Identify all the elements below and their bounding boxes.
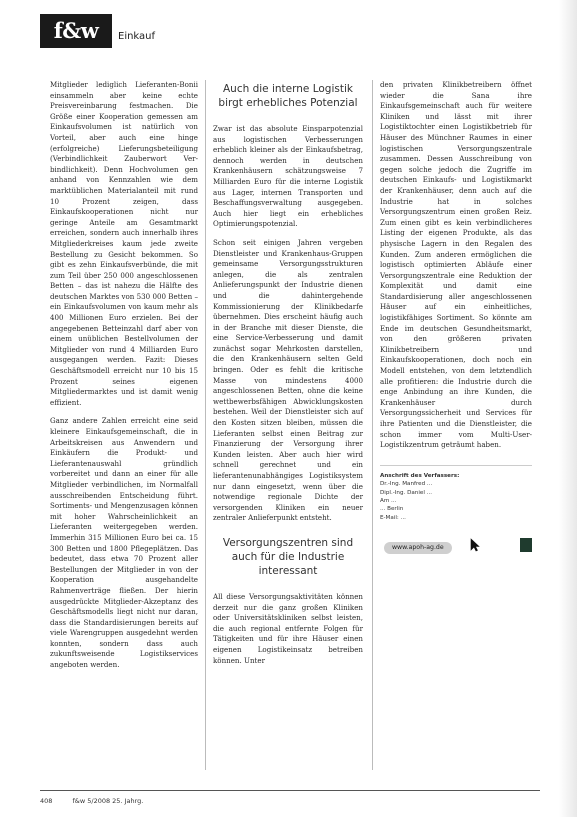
section-label: Einkauf — [118, 31, 156, 42]
page-number: 408 — [40, 797, 53, 805]
magazine-logo: f&w — [40, 14, 112, 48]
body-paragraph: den privaten Klinikbetreibern öffnet wieder die Sana ihre Einkaufsgemeinschaft auch für weitere Kliniken und lässt mit ihrer Logistiktochter einen Logistikbetrieb für Häuser des Münchner Raumes in einer logistischen Versorgungszentrale zusammen. Dessen Ausschreibung von gegen solche jedoch die Zugriffe im deutschen Einkaufs- und Logistikmarkt der Krankenhäuser, denn auch auf die Industrie hat in solches Versorgungszentrum einen großen Reiz. Zum einen gibt es kein verbindlicheres Listing der eigenen Produkte, als das physische Lagern in den Regalen des Kunden. Zum anderen ermöglichen die logistisch optimierten Abläufe einer Versorgungszentrale eine Reduktion der Komplexität und damit eine Standardisierung aller angeschlossenen Häuser auf ein einheitliches, logistikfähiges Sortiment. So könnte am Ende im deutschen Gesundheitsmarkt, von den größeren privaten Klinikbetreibern und Einkaufskooperationen, doch noch ein Modell entstehen, von dem letztendlich alle profitieren: die Industrie durch die enge Anbindung an ihre Kunden, die Krankenhäuser durch Versorgungssicherheit und Services für ihre Patienten und die Dienstleister, die schon immer vom Multi-User-Logistikzentrum geträumt haben. — [380, 80, 532, 450]
article-column-2 — [213, 80, 363, 674]
body-paragraph: Schon seit einigen Jahren vergeben Dienstleister und Krankenhaus-Gruppen gemeinsame Versorgungsstrukturen anlegen, die als zentralen Anlieferungspunkt der Industrie dienen und die dahintergehende Kommissionierung der Klinikbedarfe übernehmen. Dies erscheint häufig auch in der Branche mit dieser Dienste, die eine Service-Verbesserung und damit zunächst sogar Mehrkosten darstellen, die den Krankenhäusern selten Geld bringen. Oder es fehlt die kritische Masse von mindestens 4000 angeschlossenen Betten, ohne die keine wettbewerbsfähigen Abwicklungskosten bestehen. Weil der Dienstleister sich auf den Kosten sitzen bleiben, müssen die Lieferanten selbst einen Beitrag zur Finanzierung der Versorgung ihrer Kunden leisten. Aber auch hier wird schnell gerechnet und ein lieferantenunabhängiges Logistiksystem nur dann eingesetzt, wenn über die notwendige regionale Dichte der versorgenden Kliniken ein neuer zentraler Anlieferpunkt entsteht. — [213, 237, 363, 523]
article-column-1 — [50, 80, 198, 679]
mouse-cursor-icon — [470, 538, 480, 552]
page-edge-shadow — [559, 0, 577, 817]
subheadline-supply-centers: Versorgungszentren sind auch für die Industrie interessant — [222, 536, 354, 577]
end-marker-square — [520, 538, 532, 552]
body-paragraph: Zwar ist das absolute Einsparpotenzial aus logistischen Verbesserungen erheblich kleiner als der Einkaufsbetrag, dennoch werden in deutschen Krankenhäusern schätzungsweise 7 Milliarden Euro für die interne Logistik aus Lager, internen Transporten und Beschaffungsverwaltung ausgegeben. Auch hier liegt ein erhebliches Optimierungspotenzial. — [213, 124, 363, 229]
body-paragraph: Mitglieder lediglich Lieferanten-Bonii einsammeln aber keine echte Preisvereinbarung festmachen. Die Größe einer Kooperation gemessen am Einkaufsvolumen ist natürlich von Vorteil, aber auch eine hinge (erfolgreiche) Lieferungsbeteiligung (Verbindlichkeit Zauberwort Verbindlichkeit). Denn Hochvolumen gen anhand von Kennzahlen wie dem marktüblichen Materialanteil mit rund 10 Prozent zeigen, dass Einkaufskooperationen nicht nur geringe Anteile am Gesamtmarkt erreichen, sondern auch innerhalb ihres Mitgliederkreises kaum jede zweite Bestellung zu Gesicht bekommen. So gibt es zehn Einkaufsverbünde, die mit zum Teil über 250 000 angeschlossenen Betten – das ist nahezu die Hälfte des deutschen Marktes von 530 000 Betten – ein Einkaufsvolumen von kaum mehr als 400 Millionen Euro erzielen. Bei der angegebenen Betteinzahl darf aber von einem unüblichen Bestellvolumen der Mitglieder von rund 4 Milliarden Euro ausgegangen werden. Fazit: Dieses Geschäftsmodell erreicht nur 10 bis 15 Prozent seines eigenen Mitgliedermarktes und ist damit wenig effizient. — [50, 80, 198, 407]
issue-info: f&w 5/2008 25. Jahrg. — [72, 797, 144, 805]
author-address-title: Anschrift des Verfassers: — [380, 472, 460, 479]
column-divider — [372, 80, 373, 770]
website-link[interactable]: www.apoh-ag.de — [384, 542, 452, 554]
author-address-line: E-Mail: ... — [380, 514, 406, 521]
footer-divider — [40, 790, 540, 791]
author-address-line: Dr.-Ing. Manfred ... — [380, 481, 433, 488]
subheadline-logistics: Auch die interne Logistik birgt erhebliches Potenzial — [218, 83, 358, 109]
body-paragraph: All diese Versorgungsaktivitäten können derzeit nur die ganz großen Kliniken oder Universitätskliniken selbst leisten, die auch regional entfernte Folgen für Tätigkeiten und für ihre Häuser einen eigenen Logistikeinsatz betreiben können. Unter — [213, 591, 363, 665]
page-footer — [40, 797, 161, 805]
author-address — [380, 465, 532, 522]
author-address-line: Dipl.-Ing. Daniel ... — [380, 489, 433, 496]
body-paragraph: Ganz andere Zahlen erreicht eine seid kleinere Einkaufsgemeinschaft, die in Arbeitskreisen aus Anwendern und Einkäufern die Produkt- und Lieferantenauswahl gründlich vorbereitet und dann an einer für alle Mitglieder verbindlichen, im Normalfall ausschreibenden Entscheidung führt. Sortiments- und Mengenzusagen können mit hoher Wahrscheinlichkeit an Lieferanten weitergegeben werden. Immerhin 315 Millionen Euro bei ca. 15 300 Betten und 1800 Pflegeplätzen. Das bedeutet, dass etwa 70 Prozent aller Bestellungen der Mitglieder in von der Kooperation ausgehandelte Rahmenverträge fließen. Der hierin ausgedrückte Mitglieder-Akzeptanz des Geschäftsmodells liegt nicht nur daran, dass die Standardisierungen bereits auf viele Warengruppen ausgedehnt werden konnten, sondern dass auch zukunftsweisende Logistikservices angeboten werden. — [50, 416, 198, 670]
author-address-line: ... Berlin — [380, 506, 404, 513]
article-column-3 — [380, 80, 532, 562]
link-row — [380, 536, 532, 562]
page-header — [40, 14, 540, 48]
author-address-line: Am ... — [380, 498, 397, 504]
column-divider — [205, 80, 206, 770]
